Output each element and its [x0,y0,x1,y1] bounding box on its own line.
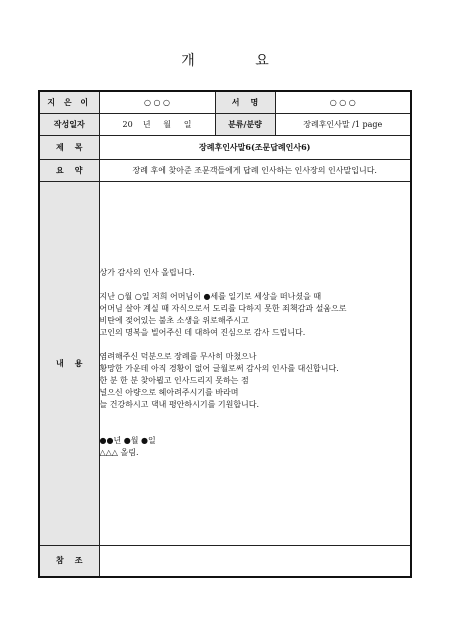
content-body [99,181,411,545]
category-value: 장례후인사말 /1 page [275,113,411,135]
date-value: 20 년 월 일 [99,113,215,135]
document-form [38,90,412,578]
content-line: ●●년 ●월 ●일 [99,436,156,445]
content-line: 고인의 명복을 빌어주신 데 대하여 진심으로 감사 드립니다. [99,328,306,337]
content-line: 비탄에 젖어있는 불초 소생을 위로해주시고 [99,316,249,325]
content-line: 한 분 한 분 찾아뵙고 인사드리지 못하는 점 [99,376,249,385]
content-spacer [100,279,411,291]
content-line: 상가 감사의 인사 올립니다. [99,268,195,277]
content-spacer [100,423,411,435]
content-line: 지난 ○월 ○일 저희 어머님이 ●세를 일기로 세상을 떠나셨을 때 [99,292,322,301]
signature-value: ○ ○ ○ [275,91,411,113]
reference-value [99,545,411,577]
content-label: 내 용 [39,181,99,545]
page-title: 개 요 [181,53,297,69]
subject-value: 장례후인사말6(조문답례인사6) [99,135,411,159]
summary-value: 장례 후에 찾아준 조문객들에게 답례 인사하는 인사장의 인사말입니다. [99,159,411,181]
subject-label: 제 목 [39,135,99,159]
reference-label: 참 조 [39,545,99,577]
signature-label: 서 명 [215,91,275,113]
content-spacer [100,339,411,351]
date-label: 작성일자 [39,113,99,135]
content-line: △△△ 올림. [99,448,139,457]
author-label: 지 은 이 [39,91,99,113]
author-value: ○ ○ ○ [99,91,215,113]
content-line: 염려해주신 덕분으로 장례를 무사히 마쳤으나 [99,352,257,361]
content-line: 늘 건강하시고 댁내 평안하시기를 기원합니다. [99,400,260,409]
content-spacer [100,411,411,423]
content-line: 어머님 살아 계실 때 자식으로서 도리를 다하지 못한 죄책감과 설움으로 [99,304,347,313]
summary-label: 요 약 [39,159,99,181]
category-label: 분류/분량 [215,113,275,135]
content-line: 널으신 아량으로 헤아려주시기를 바라며 [99,388,239,397]
content-line: 황망한 가운데 아직 경황이 없어 글월로써 감사의 인사를 대신합니다. [99,364,339,373]
